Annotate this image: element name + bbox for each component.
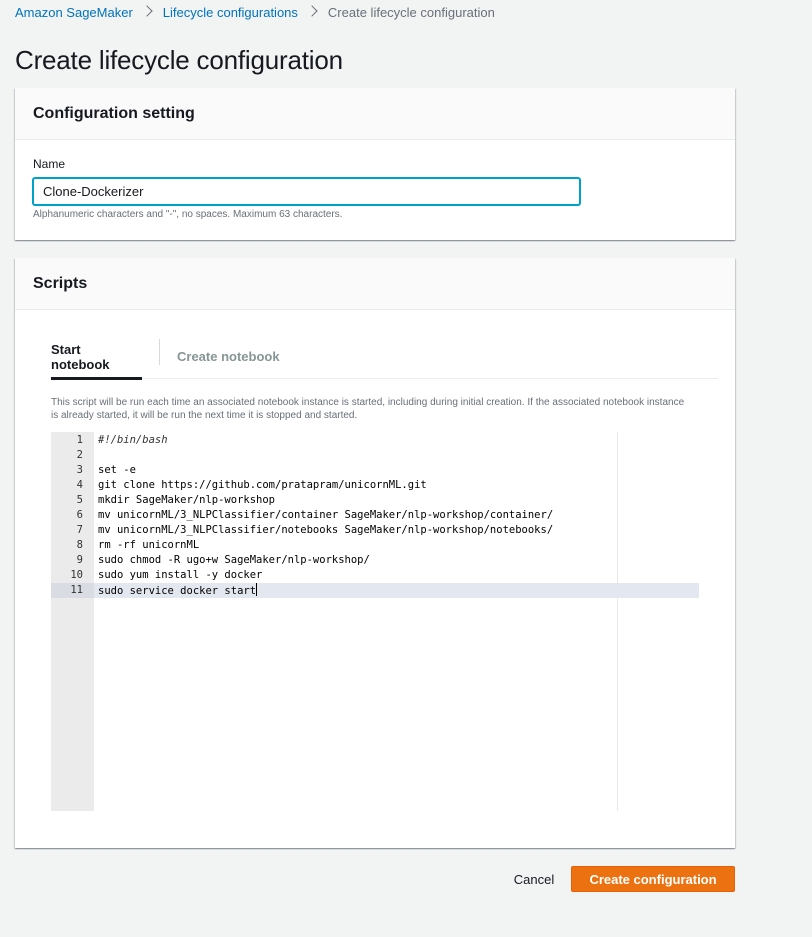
line-number: 4 bbox=[76, 479, 83, 491]
code-line[interactable] bbox=[51, 448, 699, 463]
code-line[interactable] bbox=[51, 568, 699, 583]
line-number: 7 bbox=[76, 524, 83, 536]
line-number: 5 bbox=[76, 494, 83, 506]
tab-start-notebook[interactable]: Start notebook bbox=[51, 334, 141, 379]
name-hint: Alphanumeric characters and "-", no spaces. Maximum 63 characters. bbox=[33, 209, 343, 220]
code-line-text: set -e bbox=[98, 464, 136, 476]
code-line-text: rm -rf unicornML bbox=[98, 539, 200, 551]
code-line[interactable] bbox=[51, 478, 699, 493]
code-line-text: git clone https://github.com/pratapram/unicornML.git bbox=[98, 479, 427, 491]
scripts-panel bbox=[15, 258, 735, 848]
code-line[interactable] bbox=[51, 463, 699, 478]
line-number: 1 bbox=[76, 434, 83, 446]
code-line-text: sudo yum install -y docker bbox=[98, 569, 263, 581]
tab-create-notebook[interactable]: Create notebook bbox=[177, 349, 280, 364]
code-line-text: #!/bin/bash bbox=[98, 434, 168, 446]
tab-divider bbox=[159, 339, 160, 365]
code-line[interactable] bbox=[51, 583, 699, 598]
code-line-text: mv unicornML/3_NLPClassifier/container SageMaker/nlp-workshop/container/ bbox=[98, 509, 554, 521]
code-editor[interactable] bbox=[51, 432, 699, 811]
code-line[interactable] bbox=[51, 523, 699, 538]
code-line-text: sudo service docker start bbox=[98, 585, 257, 597]
configuration-setting-header: Configuration setting bbox=[15, 88, 735, 140]
line-number: 9 bbox=[76, 554, 83, 566]
breadcrumb-current: Create lifecycle configuration bbox=[327, 4, 495, 20]
code-line-text: sudo chmod -R ugo+w SageMaker/nlp-workshop/ bbox=[98, 554, 370, 566]
script-description: This script will be run each time an associated notebook instance is started, including during initial creation. If the associated notebook instance is already started, it will be run the next time it is stopped and started. bbox=[51, 397, 685, 421]
create-configuration-button[interactable]: Create configuration bbox=[571, 866, 735, 892]
text-cursor bbox=[256, 583, 257, 596]
code-line[interactable] bbox=[51, 433, 699, 448]
configuration-setting-panel bbox=[15, 88, 735, 240]
line-number: 2 bbox=[76, 449, 83, 461]
code-line[interactable] bbox=[51, 553, 699, 568]
code-line-text: mv unicornML/3_NLPClassifier/notebooks SageMaker/nlp-workshop/notebooks/ bbox=[98, 524, 554, 536]
line-number: 10 bbox=[70, 569, 83, 581]
name-input[interactable] bbox=[33, 178, 580, 205]
code-line[interactable] bbox=[51, 508, 699, 523]
line-number: 11 bbox=[51, 583, 94, 598]
script-tabs bbox=[50, 334, 718, 379]
scripts-header: Scripts bbox=[15, 258, 735, 310]
cancel-button[interactable]: Cancel bbox=[513, 871, 555, 887]
breadcrumb-sagemaker[interactable]: Amazon SageMaker bbox=[15, 4, 133, 20]
chevron-right-icon bbox=[133, 4, 163, 20]
name-label: Name bbox=[33, 157, 66, 171]
line-number: 3 bbox=[76, 464, 83, 476]
line-number: 6 bbox=[76, 509, 83, 521]
breadcrumb-lifecycle-configurations[interactable]: Lifecycle configurations bbox=[162, 4, 298, 20]
page-title: Create lifecycle configuration bbox=[15, 45, 343, 75]
breadcrumb bbox=[15, 4, 495, 20]
code-line[interactable] bbox=[51, 493, 699, 508]
line-number: 8 bbox=[76, 539, 83, 551]
code-line-text: mkdir SageMaker/nlp-workshop bbox=[98, 494, 276, 506]
chevron-right-icon bbox=[298, 4, 328, 20]
code-line[interactable] bbox=[51, 538, 699, 553]
